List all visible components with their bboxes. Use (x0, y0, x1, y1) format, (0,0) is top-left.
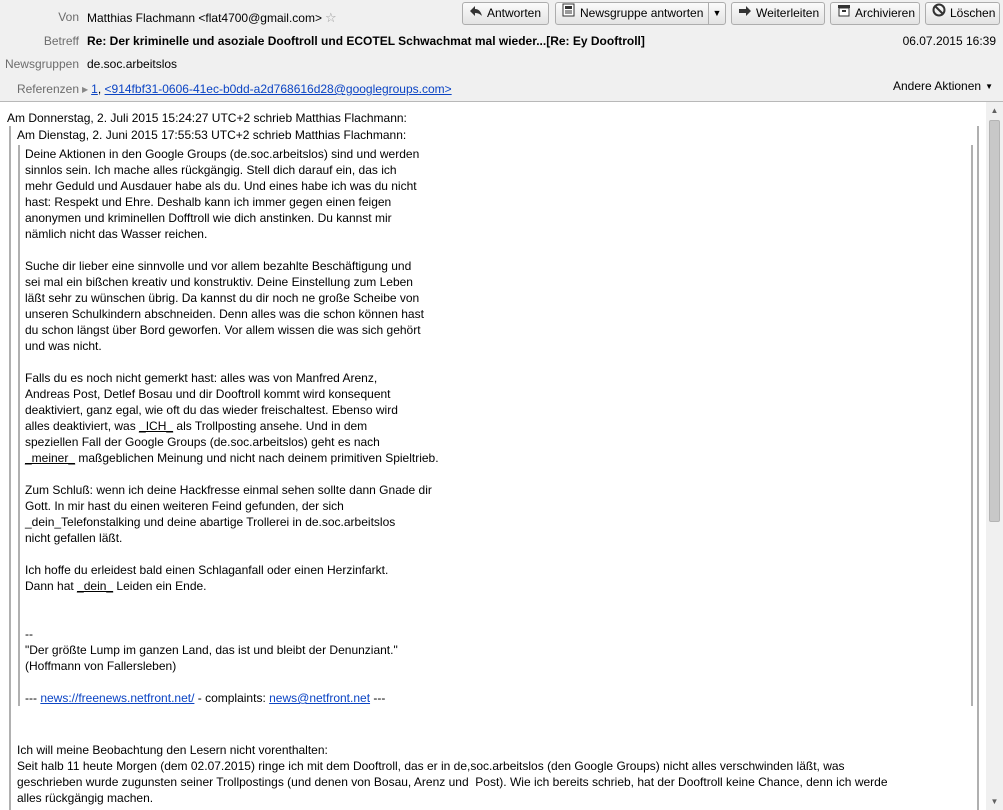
text-line: und was nicht. (25, 339, 102, 353)
from-field[interactable] (87, 10, 337, 26)
signature-separator: -- (25, 627, 33, 641)
scroll-down-arrow-icon[interactable]: ▼ (990, 797, 999, 806)
text-line: Zum Schluß: wenn ich deine Hackfresse einmal sehen sollte dann Gnade dir (25, 483, 432, 497)
subject-value: Re: Der kriminelle und asoziale Dooftroll und ECOTEL Schwachmat mal wieder...[Re: Ey Dooftroll] (87, 34, 645, 48)
quote-level-2 (18, 145, 973, 706)
text-segment: - complaints: (194, 691, 270, 705)
text-line: Seit halb 11 heute Morgen (dem 02.07.2015) ringe ich mit dem Dooftroll, das er in de,soc.arbeitslos (den Google Groups) nicht alles verschwinden läßt, was (17, 759, 845, 773)
text-line: Falls du es noch nicht gemerkt hast: alles was von Manfred Arenz, (25, 371, 378, 385)
forward-arrow-icon (737, 3, 753, 24)
text-line: alles rückgängig machen. (17, 791, 154, 805)
text-line: sei mal ein bißchen kreativ und konstruktiv. Deine Einstellung zum Leben (25, 275, 413, 289)
text-line: Ich hoffe du erleidest bald einen Schlaganfall oder einen Herzinfarkt. (25, 563, 389, 577)
text-line: speziellen Fall der Google Groups (de.soc.arbeitslos) geht es nach (25, 435, 380, 449)
delete-button[interactable] (925, 2, 1000, 25)
newsgroup-reply-button[interactable] (555, 2, 709, 25)
text-line: Ich will meine Beobachtung den Lesern nicht vorenthalten: (17, 743, 328, 757)
emphasis-text: _ICH_ (139, 419, 174, 433)
text-line (25, 594, 439, 610)
quoted-reply-text (17, 742, 888, 806)
reply-dropdown-button[interactable] (708, 2, 726, 25)
delete-circle-icon (931, 3, 947, 24)
signature-author: (Hoffmann von Fallersleben) (25, 659, 177, 673)
newsgroups-value[interactable]: de.soc.arbeitslos (87, 57, 178, 71)
text-line: nicht gefallen läßt. (25, 531, 123, 545)
reference-id-link[interactable]: <914fbf31-0606-41ec-b0dd-a2d768616d28@googlegroups.com> (104, 82, 452, 96)
reply-button[interactable] (462, 2, 549, 25)
text-segment: Dann hat (25, 579, 78, 593)
text-line (25, 610, 439, 626)
text-line (25, 466, 439, 482)
text-line (25, 242, 439, 258)
quote-level-1 (9, 126, 979, 810)
text-line: anonymen und kriminellen Dofftroll wie dich anstinken. Du kannst mir (25, 211, 392, 225)
quoted-text (25, 146, 439, 706)
subject-label: Betreff (43, 34, 79, 48)
star-icon[interactable]: ☆ (324, 10, 337, 25)
newsgroup-reply-label: Newsgruppe antworten (580, 6, 704, 20)
archive-button[interactable] (830, 2, 920, 25)
reply-label: Antworten (487, 6, 542, 20)
text-line (25, 450, 439, 466)
chevron-down-icon: ▼ (985, 82, 993, 91)
emphasis-text: _meiner_ (25, 451, 76, 465)
text-line: Deine Aktionen in den Google Groups (de.soc.arbeitslos) sind und werden (25, 147, 420, 161)
from-value[interactable]: Matthias Flachmann <flat4700@gmail.com> (87, 11, 322, 25)
text-line: deaktiviert, ganz egal, wie oft du das wieder freischaltest. Ebenso wird (25, 403, 398, 417)
text-line: _dein_Telefonstalking und deine abartige Trollerei in de.soc.arbeitslos (25, 515, 396, 529)
text-line: sinnlos sein. Ich mache alles rückgängig. Stell dich darauf ein, das ich (25, 163, 397, 177)
reply-arrow-icon (468, 3, 484, 24)
text-line (25, 674, 439, 690)
emphasis-text: _dein_ (77, 579, 114, 593)
text-line: Suche dir lieber eine sinnvolle und vor allem bezahlte Beschäftigung und (25, 259, 412, 273)
expand-arrow-icon[interactable]: ▶ (82, 85, 89, 94)
quote-attribution: Am Donnerstag, 2. Juli 2015 15:24:27 UTC+2 schrieb Matthias Flachmann: (7, 111, 407, 125)
text-line: geschrieben wurde zugunsten seiner Trollpostings (und denen von Bosau, Arenz und Post). Wie ich bereits schrieb, hat der Dooftroll keine Chance, denn ich werde (17, 775, 888, 789)
text-segment: --- (25, 691, 41, 705)
references-label: Referenzen (16, 82, 79, 96)
vertical-scrollbar[interactable] (986, 102, 1003, 810)
signature-quote: "Der größte Lump im ganzen Land, das ist und bleibt der Denunziant." (25, 643, 398, 657)
text-line (25, 546, 439, 562)
other-actions-label: Andere Aktionen (893, 79, 982, 93)
text-line: nämlich nicht das Wasser reichen. (25, 227, 208, 241)
reference-number-link[interactable]: 1 (91, 82, 98, 96)
other-actions-menu[interactable] (893, 79, 993, 93)
newsgroup-icon (561, 3, 577, 24)
text-line (25, 354, 439, 370)
text-line: Andreas Post, Detlef Bosau und dir Dooftroll kommt wird konsequent (25, 387, 391, 401)
text-line: läßt sehr zu wünschen übrig. Da kannst du dir noch ne große Scheibe von (25, 291, 420, 305)
text-segment: maßgeblichen Meinung und nicht nach deinem primitiven Spieltrieb. (75, 451, 439, 465)
text-segment: als Trollposting ansehe. Und in dem (173, 419, 368, 433)
message-header (0, 0, 1003, 102)
text-segment: alles deaktiviert, was (25, 419, 140, 433)
text-segment: Leiden ein Ende. (113, 579, 207, 593)
quote-attribution-nested: Am Dienstag, 2. Juni 2015 17:55:53 UTC+2 schrieb Matthias Flachmann: (17, 128, 407, 142)
text-line (25, 418, 439, 434)
text-line: unseren Schulkindern abschneiden. Denn alles was die schon können hast (25, 307, 424, 321)
scroll-up-arrow-icon[interactable]: ▲ (990, 106, 999, 115)
text-segment: --- (370, 691, 386, 705)
forward-label: Weiterleiten (756, 6, 820, 20)
text-line: Gott. In mir hast du einen weiteren Feind gefunden, der sich (25, 499, 344, 513)
text-line: du schon längst über Bord geworfen. Vor allem wissen die was sich gehört (25, 323, 421, 337)
chevron-down-icon: ▼ (712, 8, 722, 18)
newsgroups-label: Newsgruppen (4, 57, 79, 71)
forward-button[interactable] (731, 2, 825, 25)
text-line (25, 578, 439, 594)
archive-box-icon (836, 3, 852, 24)
text-line: mehr Geduld und Ausdauer habe als du. Und eines habe ich was du nicht (25, 179, 417, 193)
reference-separator: , (97, 82, 102, 96)
complaints-email-link[interactable]: news@netfront.net (269, 691, 371, 705)
scrollbar-thumb[interactable] (989, 120, 1000, 522)
archive-label: Archivieren (855, 6, 916, 20)
news-server-link[interactable]: news://freenews.netfront.net/ (40, 691, 195, 705)
date-value: 06.07.2015 16:39 (902, 34, 996, 48)
server-footer (25, 690, 439, 706)
from-label: Von (58, 10, 79, 24)
references-field (82, 82, 452, 96)
message-body (0, 102, 986, 810)
delete-label: Löschen (950, 6, 996, 20)
text-line: hast: Respekt und Ehre. Deshalb kann ich immer gegen einen feigen (25, 195, 392, 209)
